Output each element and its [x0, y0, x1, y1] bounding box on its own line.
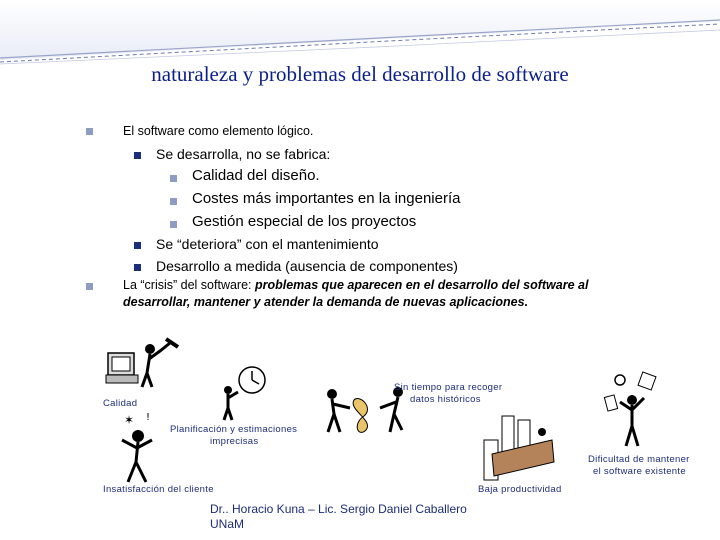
bullet-marker [170, 221, 177, 228]
caption-dificultad-2: el software existente [593, 466, 686, 477]
svg-text:!: ! [146, 412, 151, 423]
bullet-marker [86, 128, 93, 135]
juggler-illustration [600, 370, 670, 450]
bullet-text: Desarrollo a medida (ausencia de componentes) [156, 258, 458, 274]
caption-insatisfaccion: Insatisfacción del cliente [103, 484, 214, 495]
caption-planificacion-2: imprecisas [210, 436, 259, 447]
caption-planificacion: Planificación y estimaciones [170, 424, 298, 435]
bullet-text-plain: La “crisis” del software: [123, 278, 255, 292]
caption-baja-productividad: Baja productividad [478, 484, 562, 495]
bullet-marker [134, 242, 141, 249]
bullet-marker [134, 264, 141, 271]
bullet-marker [86, 283, 93, 290]
caption-calidad: Calidad [103, 398, 138, 409]
bullet-text: El software como elemento lógico. [123, 124, 314, 138]
office-desk-illustration [482, 410, 562, 482]
bullet-marker [170, 175, 177, 182]
bullet-text: Calidad del diseño. [192, 167, 320, 184]
clock-person-illustration [210, 362, 270, 422]
bullet-text [123, 278, 588, 292]
footer-authors: Dr.. Horacio Kuna – Lic. Sergio Daniel Caballero [210, 502, 467, 516]
bullet-text-emphasis: desarrollar, mantener y atender la demanda de nuevas aplicaciones. [123, 295, 529, 309]
bullet-text: Se desarrolla, no se fabrica: [156, 146, 331, 162]
caption-dificultad: Dificultad de mantener [588, 454, 690, 465]
frustrated-person-illustration [112, 410, 172, 488]
bullet-text: Gestión especial de los proyectos [192, 213, 417, 230]
bullet-text-emphasis: problemas que aparecen en el desarrollo del software al [254, 278, 589, 292]
caption-sin-tiempo: Sin tiempo para recoger [394, 382, 503, 393]
slide-title: naturaleza y problemas del desarrollo de software [151, 62, 569, 86]
computer-hammer-illustration [100, 335, 185, 395]
bullet-text: Costes más importantes en la ingeniería [192, 190, 461, 207]
footer-institution: UNaM [210, 517, 245, 531]
caption-sin-tiempo-2: datos históricos [410, 394, 481, 405]
header-decoration [0, 0, 720, 70]
bullet-text: Se “deteriora” con el mantenimiento [156, 236, 379, 252]
bullet-marker [170, 198, 177, 205]
svg-text:✶: ✶ [124, 413, 135, 427]
bullet-marker [134, 152, 141, 159]
